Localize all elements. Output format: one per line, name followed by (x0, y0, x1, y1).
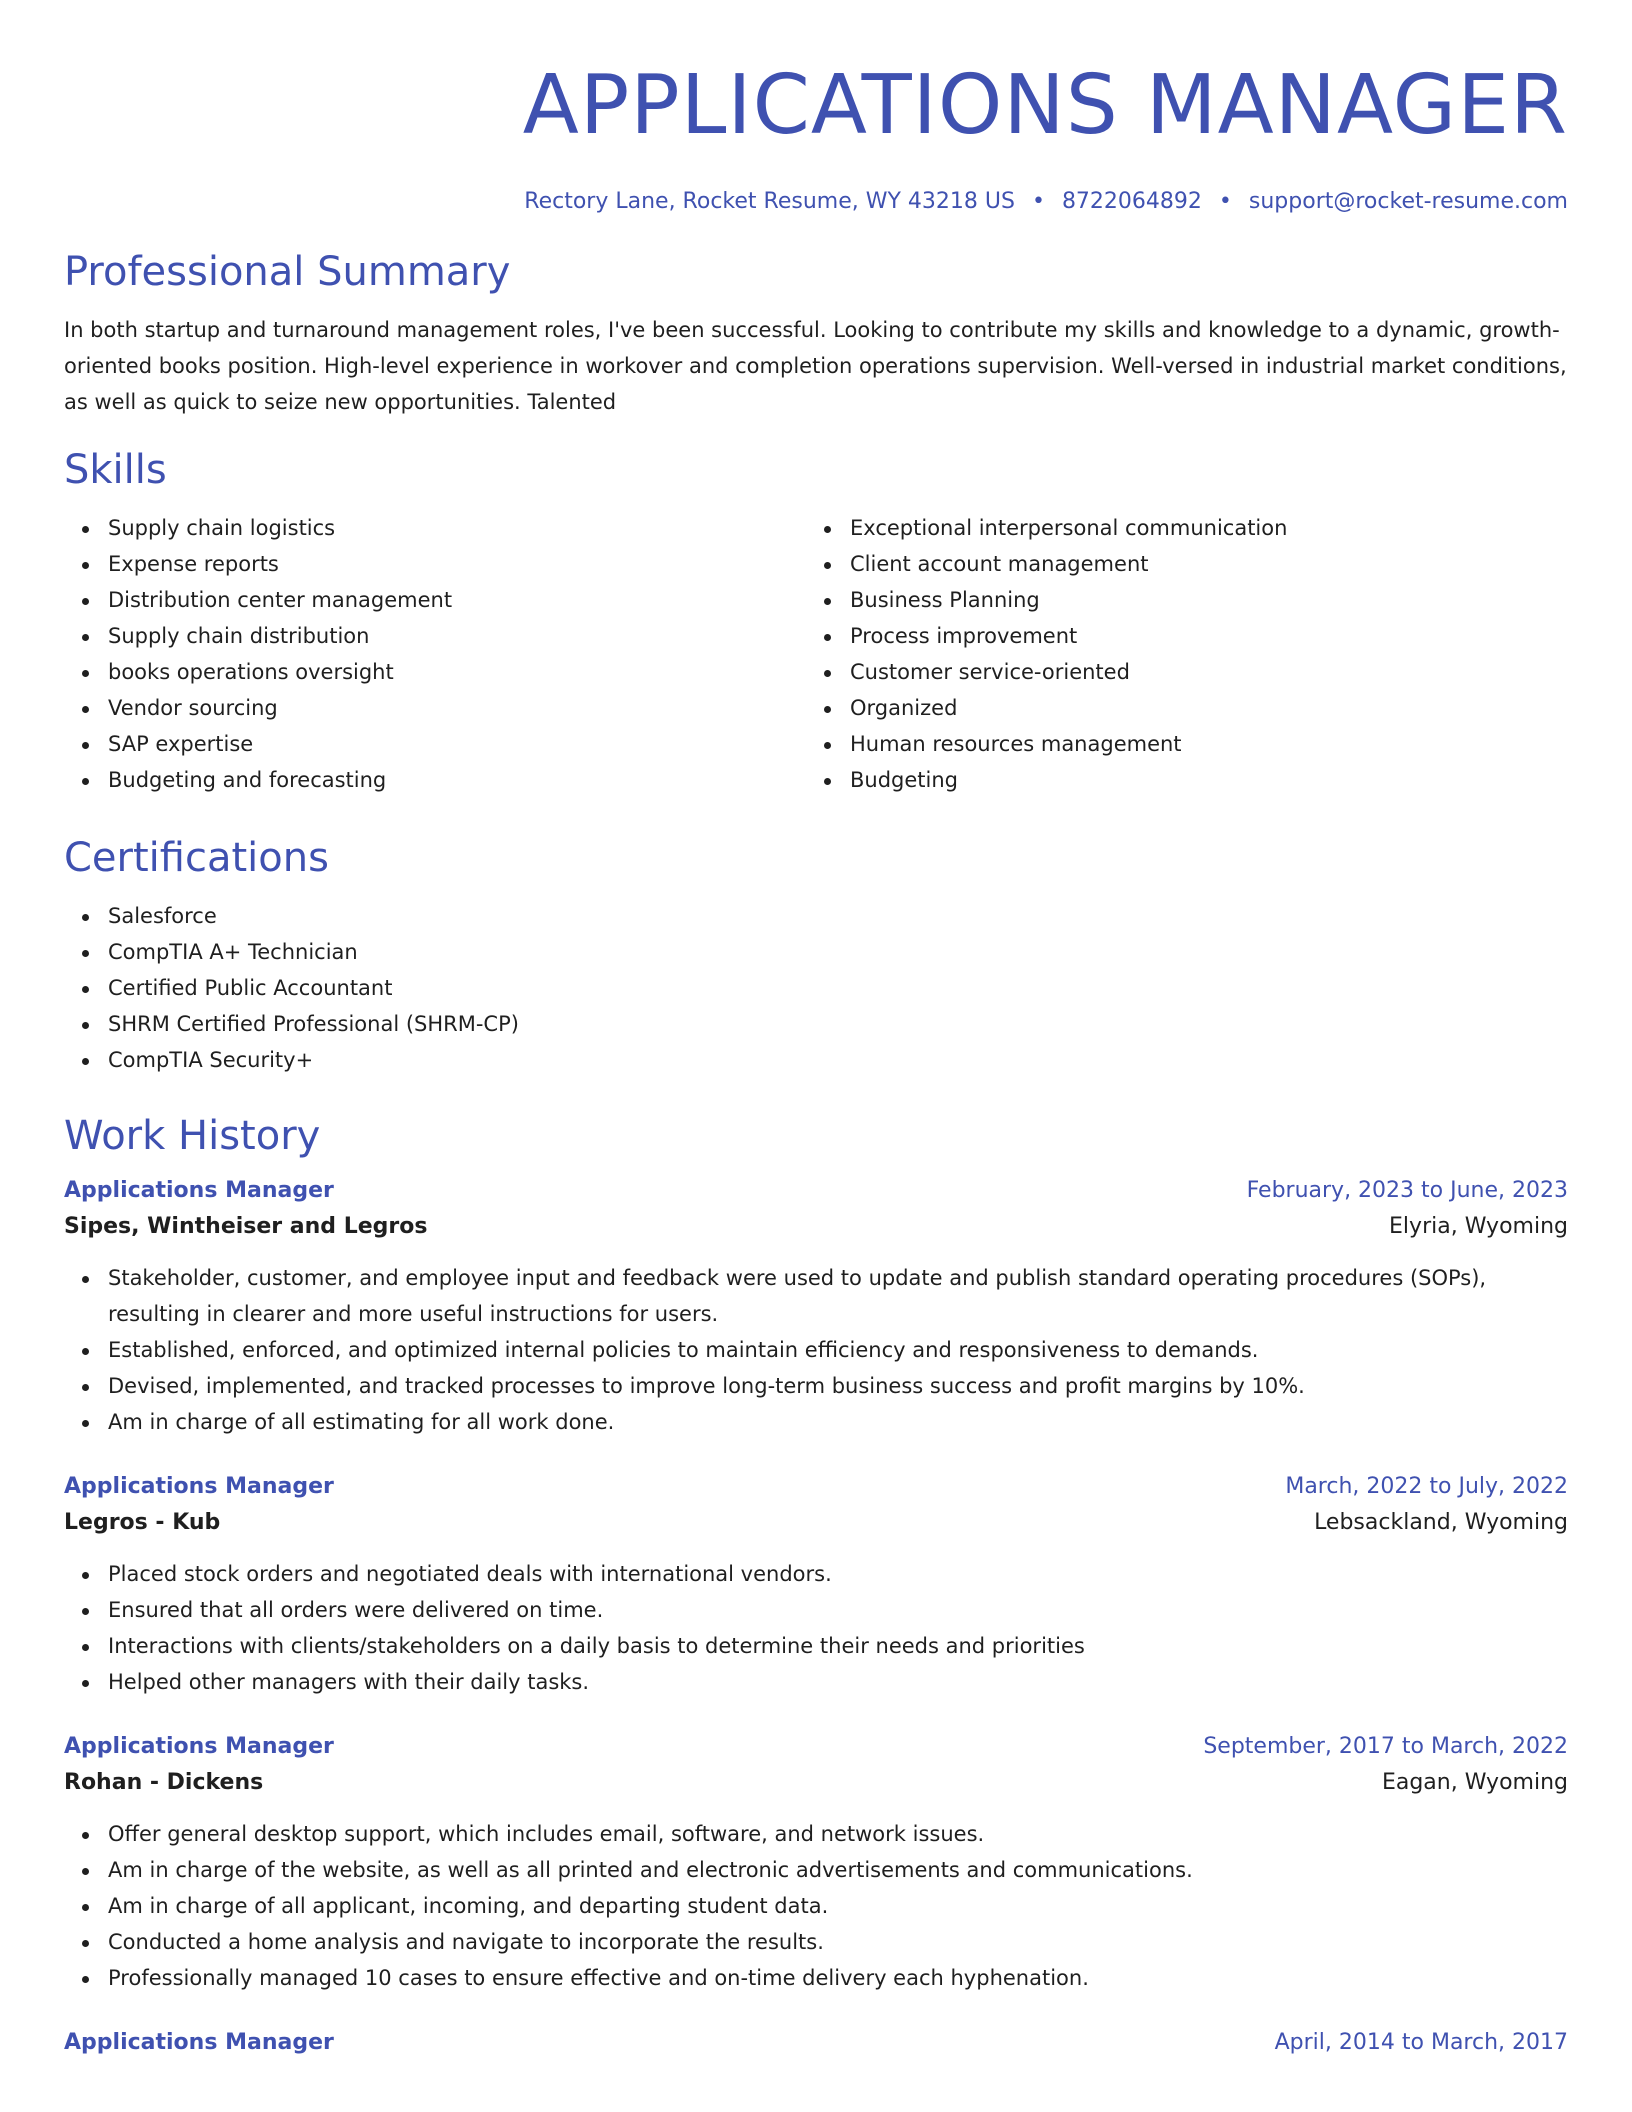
job-bullet: Am in charge of all applicant, incoming, and departing student data. (64, 1888, 1568, 1924)
job-dates: February, 2023 to June, 2023 (1246, 1178, 1568, 1203)
job-dates: April, 2014 to March, 2017 (1274, 2030, 1568, 2055)
contact-email: support@rocket-resume.com (1248, 189, 1568, 214)
job-bullet: Interactions with clients/stakeholders on a daily basis to determine their needs and priorities (64, 1628, 1568, 1664)
certification-item: CompTIA A+ Technician (64, 934, 1568, 970)
certifications-list (64, 898, 1568, 1078)
skill-item: Distribution center management (64, 582, 806, 618)
job-title: Applications Manager (64, 1178, 334, 1203)
job-company-row (64, 1208, 1568, 1246)
job-company: Rohan - Dickens (64, 1770, 264, 1795)
job-title: Applications Manager (64, 1474, 334, 1499)
job-bullet: Conducted a home analysis and navigate to incorporate the results. (64, 1924, 1568, 1960)
job-bullet: Stakeholder, customer, and employee input and feedback were used to update and publish standard operating procedures (SOPs), resulting in clearer and more useful instructions for users. (64, 1260, 1568, 1332)
skill-item: Exceptional interpersonal communication (806, 510, 1548, 546)
skills-list-left (64, 510, 806, 798)
work-history-heading: Work History (64, 1113, 321, 1159)
job-location: Lebsackland, Wyoming (1314, 1510, 1568, 1535)
skill-item: Vendor sourcing (64, 690, 806, 726)
contact-line (64, 188, 1568, 216)
skill-item: Client account management (806, 546, 1548, 582)
job-entry (64, 2026, 1568, 2060)
job-bullet: Am in charge of the website, as well as all printed and electronic advertisements and communications. (64, 1852, 1568, 1888)
skill-item: Human resources management (806, 726, 1548, 762)
certifications-heading: Certifications (64, 835, 329, 881)
skill-item: Organized (806, 690, 1548, 726)
skill-item: Customer service-oriented (806, 654, 1548, 690)
skill-item: Process improvement (806, 618, 1548, 654)
skill-item: Budgeting and forecasting (64, 762, 806, 798)
job-entry (64, 1174, 1568, 1440)
job-dates: September, 2017 to March, 2022 (1203, 1734, 1568, 1759)
job-bullet: Professionally managed 10 cases to ensure effective and on-time delivery each hyphenation. (64, 1960, 1568, 1996)
job-header-row (64, 2026, 1568, 2060)
skills-list-right (806, 510, 1548, 798)
skills-columns (64, 510, 1568, 798)
skill-item: Business Planning (806, 582, 1548, 618)
job-entry (64, 1730, 1568, 1996)
job-title: Applications Manager (64, 2030, 334, 2055)
job-location: Elyria, Wyoming (1389, 1214, 1568, 1239)
job-company-row (64, 1764, 1568, 1802)
summary-text: In both startup and turnaround management roles, I've been successful. Looking to contribute my skills and knowledge to a dynamic, growth-oriented books position. High-level experience in workover and completion operations supervision. Well-versed in industrial market conditions, as well as quick to seize new opportunities. Talented (64, 318, 1567, 414)
job-bullet: Ensured that all orders were delivered on time. (64, 1592, 1568, 1628)
job-title: Applications Manager (64, 1734, 334, 1759)
job-header-row (64, 1730, 1568, 1764)
contact-separator: • (1031, 189, 1045, 214)
certification-item: Certified Public Accountant (64, 970, 1568, 1006)
skill-item: Budgeting (806, 762, 1548, 798)
job-bullets (64, 1556, 1568, 1700)
job-company: Sipes, Wintheiser and Legros (64, 1214, 428, 1239)
resume-name: APPLICATIONS MANAGER (522, 58, 1568, 153)
contact-address: Rectory Lane, Rocket Resume, WY 43218 US (524, 189, 1015, 214)
job-dates: March, 2022 to July, 2022 (1285, 1474, 1568, 1499)
skill-item: SAP expertise (64, 726, 806, 762)
job-company: Legros - Kub (64, 1510, 221, 1535)
job-bullet: Devised, implemented, and tracked processes to improve long-term business success and profit margins by 10%. (64, 1368, 1568, 1404)
contact-phone: 8722064892 (1061, 189, 1202, 214)
job-location: Eagan, Wyoming (1381, 1770, 1568, 1795)
certification-item: SHRM Certified Professional (SHRM-CP) (64, 1006, 1568, 1042)
resume-page (64, 0, 1568, 2060)
job-bullet: Offer general desktop support, which includes email, software, and network issues. (64, 1816, 1568, 1852)
job-header-row (64, 1174, 1568, 1208)
certification-item: CompTIA Security+ (64, 1042, 1568, 1078)
skill-item: Expense reports (64, 546, 806, 582)
job-bullet: Placed stock orders and negotiated deals with international vendors. (64, 1556, 1568, 1592)
work-history-list (64, 1174, 1568, 2060)
skill-item: Supply chain distribution (64, 618, 806, 654)
job-bullets (64, 1816, 1568, 1996)
skill-item: Supply chain logistics (64, 510, 806, 546)
summary-heading: Professional Summary (64, 249, 511, 295)
job-bullets (64, 1260, 1568, 1440)
contact-separator: • (1218, 189, 1232, 214)
job-bullet: Established, enforced, and optimized internal policies to maintain efficiency and responsiveness to demands. (64, 1332, 1568, 1368)
job-bullet: Am in charge of all estimating for all work done. (64, 1404, 1568, 1440)
job-company-row (64, 1504, 1568, 1542)
certification-item: Salesforce (64, 898, 1568, 934)
job-entry (64, 1470, 1568, 1700)
job-header-row (64, 1470, 1568, 1504)
skills-heading: Skills (64, 447, 167, 493)
job-bullet: Helped other managers with their daily tasks. (64, 1664, 1568, 1700)
skill-item: books operations oversight (64, 654, 806, 690)
